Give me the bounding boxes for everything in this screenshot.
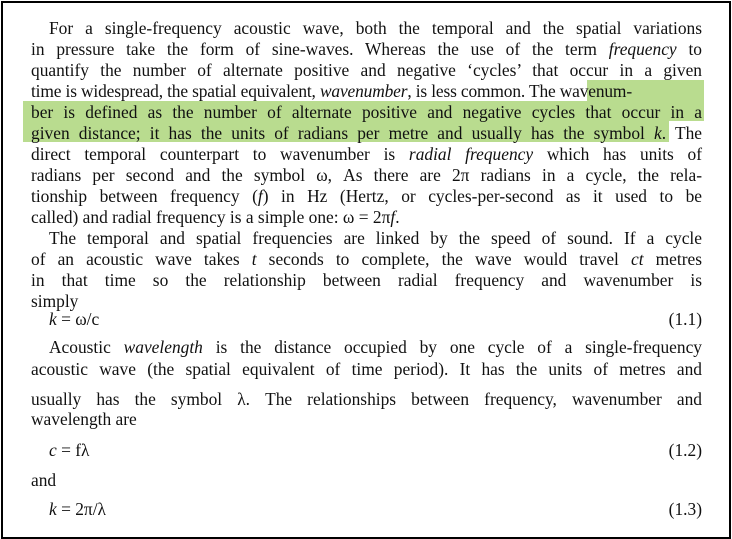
paragraph-1-line-1 [31, 18, 702, 38]
paragraph-1-line-7 [31, 144, 702, 164]
text: seconds to complete, the wave would travel [256, 249, 631, 269]
paragraph-2-line-2 [31, 249, 702, 269]
equation-expression [49, 440, 89, 460]
symbol-k: k [654, 123, 662, 143]
text: metres [643, 249, 702, 269]
text: called) and radial frequency is a simple one: ω = 2π [31, 207, 391, 227]
text: ) in Hz (Hertz, or cycles-per-second as it used to be [262, 186, 703, 206]
paragraph-3-line-2 [31, 359, 702, 379]
text: Acoustic [49, 337, 124, 357]
paragraph-1-line-6 [31, 123, 702, 143]
paragraph-3-line-3 [31, 389, 702, 409]
text: usually has the symbol λ. The relationships between frequency, wavenumber and [31, 389, 702, 409]
equation-number: (1.2) [668, 440, 702, 460]
text: to [676, 39, 702, 59]
paragraph-1-line-10 [31, 207, 702, 227]
eq-rhs: = 2π/λ [56, 499, 106, 519]
paragraph-1-line-8 [31, 165, 702, 185]
symbol-ct: ct [630, 249, 644, 269]
highlighted-text: . [661, 123, 667, 143]
equation-number: (1.1) [668, 309, 702, 329]
text: in that time so the relationship between radial frequency and wavenumber is [31, 270, 702, 290]
eq-lhs: c [49, 440, 57, 460]
text: The temporal and spatial frequencies are linked by the speed of sound. If a cycle [49, 228, 702, 248]
paragraph-1-line-9 [31, 186, 702, 206]
eq-rhs: = ω/c [56, 309, 100, 329]
text: . [395, 207, 400, 227]
text: The [666, 123, 702, 143]
text: wavelength are [31, 409, 137, 429]
text: acoustic wave (the spatial equivalent of time period). It has the units of metres and [31, 359, 702, 379]
paragraph-3-line-1 [31, 337, 702, 357]
term-wavenumber: wavenumber [319, 81, 408, 101]
symbol-f: f [390, 207, 396, 227]
term-radial-frequency: radial frequency [408, 144, 534, 164]
text: is the distance occupied by one cycle of a single-frequency [202, 337, 702, 357]
equation-1-2 [31, 440, 702, 460]
highlighted-text: given distance; it has the units of radians per metre and usually has the symbol [31, 123, 655, 143]
text: For a single-frequency acoustic wave, both the temporal and the spatial variations [49, 18, 702, 38]
text: which has units of [533, 144, 703, 164]
equation-1-1 [31, 309, 702, 329]
and-text [31, 470, 702, 490]
term-frequency: frequency [608, 39, 677, 59]
text: and [31, 470, 57, 490]
highlighted-text: The wavenum- [528, 81, 632, 101]
document-frame [1, 1, 731, 539]
text: direct temporal counterpart to wavenumber is [31, 144, 409, 164]
text: tionship between frequency ( [31, 186, 258, 206]
paragraph-1-line-5 [31, 102, 702, 122]
paragraph-1-line-2 [31, 39, 702, 59]
text: in pressure take the form of sine-waves. Whereas the use of the term [31, 39, 609, 59]
paragraph-1-line-3 [31, 60, 702, 80]
eq-rhs: = fλ [56, 440, 90, 460]
paragraph-3-line-4 [31, 409, 702, 429]
eq-lhs: k [49, 499, 57, 519]
highlighted-text: ber is defined as the number of alternate positive and negative cycles that occur in a [31, 102, 702, 122]
symbol-f: f [257, 186, 263, 206]
equation-number: (1.3) [668, 499, 702, 519]
paragraph-2-line-4 [31, 291, 702, 311]
paragraph-1-line-4 [31, 81, 702, 101]
term-wavelength: wavelength [123, 337, 203, 357]
symbol-t: t [251, 249, 257, 269]
eq-lhs: k [49, 309, 57, 329]
text: of an acoustic wave takes [31, 249, 252, 269]
text: radians per second and the symbol ω, As there are 2π radians in a cycle, the rela- [31, 165, 702, 185]
paragraph-2-line-1 [31, 228, 702, 248]
equation-expression [49, 499, 106, 519]
text: simply [31, 291, 79, 311]
text: quantify the number of alternate positive and negative ‘cycles’ that occur in a given [31, 60, 702, 80]
paragraph-2-line-3 [31, 270, 702, 290]
equation-expression [49, 309, 99, 329]
equation-1-3 [31, 499, 702, 519]
text: time is widespread, the spatial equivalent, [31, 81, 320, 101]
text: , is less common. [407, 81, 529, 101]
